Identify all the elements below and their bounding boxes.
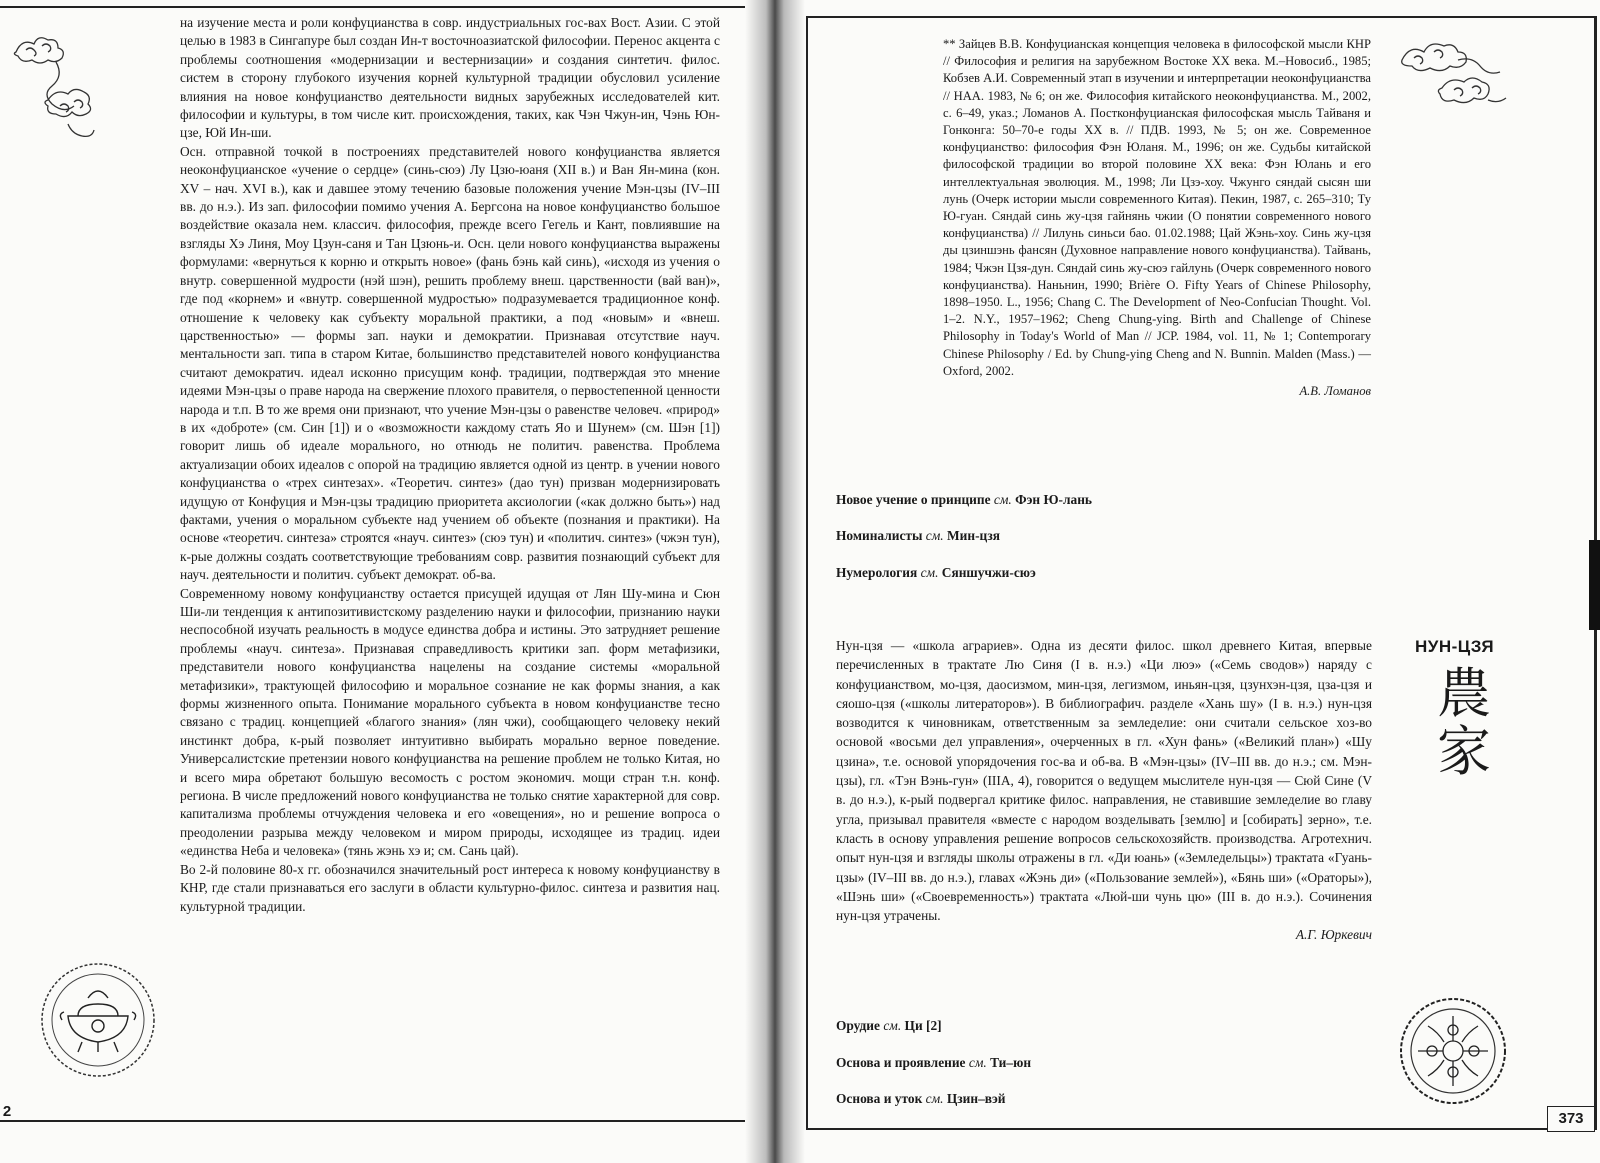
entry-text: Нун-цзя — «школа аграриев». Одна из десяти филос. школ древнего Китая, впервые перечисленных в трактате Лю Синя (I в. н.э.) «Ци люэ» («Семь сводов») наряду с конфуцианством, мо-цзя, даосизмом, мин-цзя, легизмом, иньян-цзя, цзунхэн-цзя, цза-цзя и сяошо-цзя («школы литераторов»). В библиографич. разделе «Хань шу» (I в. н.э.) нун-цзя возводится к чиновникам, ответственным за земледелие: они считали сельское хоз-во основой «восьми дел управления», очерченных в гл. «Хун фань» («Великий план») «Шу цзина», т.е. основой упорядочения гос-ва и об-ва. В «Мэн-цзы» (IV–III вв. до н.э.; см. Мэн-цзы), гл. «Тэн Вэнь-гун» (IIIА, 4), говорится о ведущем мыслителе нун-цзя — Сюй Сине (V в. до н.э.), к-рый подвергал критике филос. направления, не ставившие земледелие во главу угла, призывал правителя «вместе с народом возделывать [землю] и [собирать] зерно», т.е. класть в основу управления решение вопросов сельскохозяйств. производства. Агротехнич. опыт нун-цзя и взгляды школы отражены в гл. «Ди юань» («Земледельцы») трактата «Гуань-цзы» (IV–III вв. до н.э.), главах «Жэнь ди» («Пользование землей»), «Бянь ши» («Ораторы»), «Шэнь ши» («Своевременность») трактата «Люй-ши чунь цю» (III в. до н.э.). Сочинения нун-цзя утрачены. bbox=[836, 638, 1372, 924]
xref-term: Номиналисты bbox=[836, 528, 923, 543]
xref-target: Мин-цзя bbox=[947, 528, 1001, 543]
xref-see: см. bbox=[925, 1091, 944, 1106]
left-article-column bbox=[180, 14, 720, 916]
bibliography-author: А.В. Ломанов bbox=[1299, 384, 1371, 399]
xref-target: Фэн Ю-лань bbox=[1015, 492, 1093, 507]
left-paragraph-2: Осн. отправной точкой в построениях представителей нового конфуцианства является неоконфуцианское «учение о сердце» (синь-сюэ) Лу Цзю-юаня (XII в.) и Ван Ян-мина (кон. XV – нач. XVI в.), как и давшее этому течению базовые положения учение Мэн-цзы (IV–III вв. до н.э.). Из зап. философии помимо учения А. Бергсона на новое конфуцианство большое воздействие оказала нем. классич. философия, прежде всего Гегель и Кант, повлиявшие на взгляды Хэ Линя, Моу Цзун-саня и Тан Цзюнь-и. Осн. цели нового конфуцианства выражены формулами: «вернуться к корню и открыть новое» (фань бэнь кай синь), «исходя из учения о внутр. совершенной мудрости (нэй шэн), решить проблему внеш. царственности (вай ван)», где под «корнем» и «внутр. совершенной мудростью» подразумевается традиционное конф. отношение к человеку как субъекту моральной практики, а под «новым» и «внеш. царственностью» — формы зап. науки и демократии. Признавая отсутствие науч. ментальности зап. типа в старом Китае, большинство представителей нового конфуцианства считают демократич. идеал исконно присущим конф. традиции, подтверждая это мнение идеями Мэн-цзы о праве народа на свержение плохого правителя, о первостепенной ценности народа и т.п. В то же время они признают, что учение Мэн-цзы о равенстве человеч. «природ» в их «доброте» (см. Син [1]) и о «возможности каждому стать Яо и Шунем» (см. Шэн [1]) говорит лишь об идеале морального, но отнюдь не политич. равенства. Проблема актуализации обоих идеалов с опорой на традицию является одной из центр. в учении нового конфуцианства о «трех синтезах». «Теоретич. синтез» (дао тун) призван модернизировать идущую от Конфуция и Мэн-цзы традицию приоритета аксиологии («как должно быть») над фактами, учения о моральном субъекте над учением об объекте (познания и практики). На основе «теоретич. синтеза» строятся «науч. синтез» (сюэ тун) и «политич. синтез» (чжэн тун), к-рые должны создать соответствующие требованиям совр. развития познающий субъект для науч. деятельности и политич. субъект демократ. об-ва. bbox=[180, 143, 720, 583]
xref-term: Орудие bbox=[836, 1018, 880, 1033]
xref-term: Новое учение о принципе bbox=[836, 492, 991, 507]
xref-see: см. bbox=[993, 492, 1012, 507]
xref-term: Основа и проявление bbox=[836, 1055, 966, 1070]
xref-target: Цзин–вэй bbox=[946, 1091, 1006, 1106]
entry-headword: НУН-ЦЗЯ bbox=[1415, 637, 1495, 656]
xref-target: Ти–юн bbox=[990, 1055, 1032, 1070]
xref-entry bbox=[836, 1055, 1031, 1071]
hanzi-char-2: 家 bbox=[1437, 720, 1491, 783]
entry-author: А.Г. Юркевич bbox=[1295, 927, 1372, 943]
xref-see: см. bbox=[925, 528, 944, 543]
nun-tszya-entry bbox=[836, 636, 1372, 945]
cloud-ornament-icon bbox=[1392, 30, 1512, 122]
book-gutter bbox=[745, 0, 805, 1163]
right-page-number: 373 bbox=[1547, 1106, 1595, 1132]
round-seal-icon bbox=[1398, 996, 1508, 1106]
entry-hanzi bbox=[1434, 662, 1494, 783]
xref-see: см. bbox=[920, 565, 939, 580]
xref-entry bbox=[836, 565, 1036, 581]
left-paragraph-3: Современному новому конфуцианству остается присущей идущая от Лян Шу-мина и Сюн Ши-ли тенденция к антипозитивистскому разделению науки и философии, признанию науки неспособной изучать реальность в модусе единства добра и истины. Это затрудняет решение проблемы «науч. синтеза». Признавая справедливость критики зап. форм метафизики, представители нового конфуцианства нацелены на создание системы «моральной метафизики», трактующей философию и моральное сознание не как формы знания, а как формы жизненного опыта. Понимание морального субъекта в новом конфуцианстве тесно связано с традиц. концепцией «благого знания» (лян чжи), сообщающего человеку некий инстинкт добра, к-рый позволяет интуитивно выбирать морально верное поведение. Универсалистские претензии нового конфуцианства на решение проблем не только Китая, но и всего мира обретают большую весомость с ростом экономич. мощи стран т.н. конф. региона. В числе предложений нового конфуцианства не только снятие характерной для совр. капитализма проблемы отчуждения человека и его «овещения», но и решение вопроса о преодолении разрыва между человеком и миром природы, исходящее из традиц. идеи «единства Неба и человека» (тянь жэнь хэ и; см. Сань цай). bbox=[180, 585, 720, 859]
incense-burner-seal-icon bbox=[38, 960, 158, 1080]
xref-entry bbox=[836, 1091, 1006, 1107]
xref-term: Основа и уток bbox=[836, 1091, 923, 1106]
xref-entry bbox=[836, 528, 1000, 544]
left-paragraph-4: Во 2-й половине 80-х гг. обозначился значительный рост интереса к новому конфуцианству в КНР, где стали признаваться его заслуги в области культурно-филос. синтеза и развития нац. культурной традиции. bbox=[180, 861, 720, 914]
xref-see: см. bbox=[883, 1018, 902, 1033]
cloud-ornament-icon bbox=[8, 30, 100, 148]
bibliography-block bbox=[943, 36, 1371, 400]
hanzi-char-1: 農 bbox=[1437, 662, 1491, 725]
xref-target: Ци [2] bbox=[904, 1018, 942, 1033]
xref-entry bbox=[836, 492, 1092, 508]
xref-term: Нумерология bbox=[836, 565, 918, 580]
xref-entry bbox=[836, 1018, 942, 1034]
thumb-index-tab bbox=[1589, 540, 1600, 630]
xref-target: Сяншучжи-сюэ bbox=[941, 565, 1036, 580]
left-paragraph-1: на изучение места и роли конфуцианства в совр. индустриальных гос-вах Вост. Азии. С этой целью в 1983 в Сингапуре был создан Ин-т восточноазиатской философии. Перенос акцента с проблемы соотношения «модернизации и вестернизации» и создания синтетич. филос. систем в сторону глубокого изучения корней культурной традиции обусловил усиление влияния на новое конфуцианство деятельности видных зарубежных исследователей кит. философии и культуры, в том числе кит. происхождения, таких, как Чэн Чжун-ин, Чэнь Юн-цзе, Юй Ин-ши. bbox=[180, 15, 720, 141]
bibliography-text: ** Зайцев В.В. Конфуцианская концепция человека в философской мысли КНР // Философия и религия на зарубежном Востоке XX века. М.–Новосиб., 1985; Кобзев А.И. Современный этап в изучении и интерпретации неоконфуцианства // НАА. 1983, № 6; он же. Философия китайского неоконфуцианства. М., 2002, с. 6–49, указ.; Ломанов А. Постконфуцианская философская мысль Тайваня и Гонконга: 50–70-е годы XX в. // ПДВ. 1993, № 5; он же. Современное конфуцианство: философия Фэн Юланя. М., 1996; он же. Судьбы китайской философской традиции во второй половине XX века: Фэн Юлань и его интеллектуальная эволюция. М., 1998; Ли Цзэ-хоу. Чжунго сяндай сысян ши лунь (Очерк истории мысли современного Китая). Пекин, 1987, с. 265–310; Ту Ю-гуан. Сяндай синь жу-цзя гайнянь чжии (О понятии современного нового конфуцианства) // Лилунь синьси бао. 01.02.1988; Цай Жэнь-хоу. Синь жу-цзя ды цзиншэнь фансян (Духовное направление нового конфуцианства). Тайвань, 1984; Чжэн Цзя-дун. Сяндай синь жу-сюэ гайлунь (Очерк современного нового конфуцианства). Наньнин, 1990; Brière O. Fifty Years of Chinese Philosophy, 1898–1950. L., 1956; Chang C. The Development of Neo-Confucian Thought. Vol. 1–2. N.Y., 1957–1962; Cheng Chung-ying. Birth and Challenge of Chinese Philosophy in Today's World of Man // JCP. 1984, vol. 11, № 1; Contemporary Chinese Philosophy / Ed. by Chung-ying Cheng and N. Bunnin. Malden (Mass.) — Oxford, 2002. bbox=[943, 37, 1371, 378]
left-page bbox=[0, 0, 775, 1163]
left-page-number: 2 bbox=[2, 1103, 12, 1120]
xref-see: см. bbox=[968, 1055, 987, 1070]
